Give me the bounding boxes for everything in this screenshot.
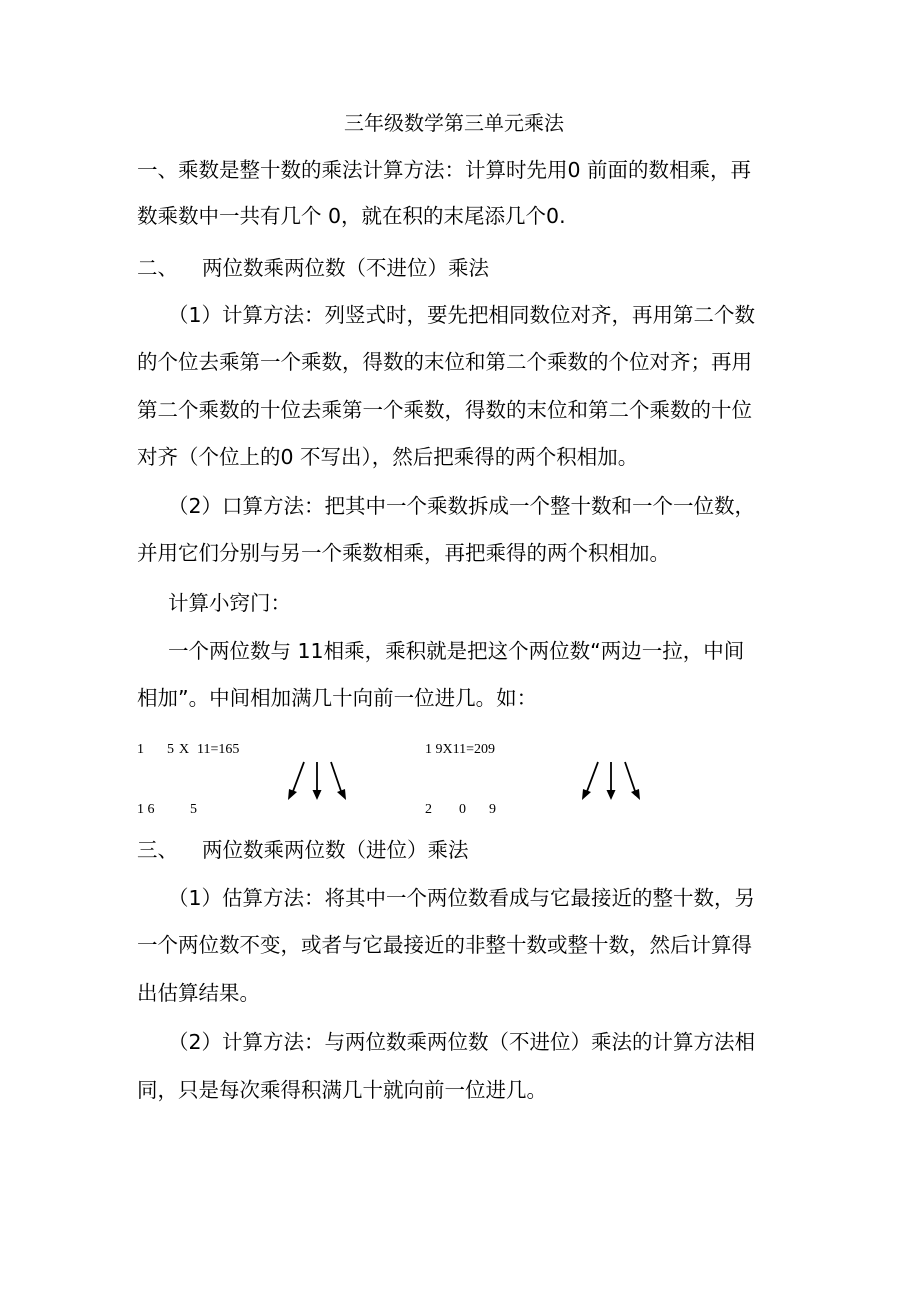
example1-digit-b: 5 xyxy=(167,742,174,757)
example1-result-digit-right: 5 xyxy=(190,802,197,817)
section2-p1-line-2: 的个位去乘第一个乘数，得数的末位和第二个乘数的个位对齐；再用 xyxy=(137,350,752,374)
section2-p1-line-3: 第二个乘数的十位去乘第一个乘数，得数的末位和第二个乘数的十位 xyxy=(137,398,752,422)
example2-equation: 1 9X11=209 xyxy=(425,742,495,757)
section2-p2-line-1: （2）口算方法：把其中一个乘数拆成一个整十数和一个一位数， xyxy=(168,494,756,518)
example2-result-digit-2: 0 xyxy=(459,802,466,817)
section2-p1-line-1: （1）计算方法：列竖式时，要先把相同数位对齐，再用第二个数 xyxy=(168,303,756,327)
tip-heading: 计算小窍门： xyxy=(168,591,291,615)
example1-digit-a: 1 xyxy=(137,742,144,757)
section2-heading-text: 两位数乘两位数（不进位）乘法 xyxy=(202,256,489,280)
section3-heading-text: 两位数乘两位数（进位）乘法 xyxy=(202,838,469,862)
example1-result-digits-left: 1 6 xyxy=(137,802,155,817)
section3-heading-number: 三、 xyxy=(137,838,178,862)
section3-p2-line-1: （2）计算方法：与两位数乘两位数（不进位）乘法的计算方法相 xyxy=(168,1030,756,1054)
section1-line-1: 一、乘数是整十数的乘法计算方法：计算时先用0 前面的数相乘，再 xyxy=(137,158,752,182)
section1-line-2: 数乘数中一共有几个 0，就在积的末尾添几个0. xyxy=(137,204,566,228)
section3-p1-line-2: 一个两位数不变，或者与它最接近的非整十数或整十数，然后计算得 xyxy=(137,933,752,957)
example1-rest: 11=165 xyxy=(197,742,240,757)
example1-operator: X xyxy=(179,742,190,757)
tip-line-1: 一个两位数与 11相乘，乘积就是把这个两位数“两边一拉，中间 xyxy=(168,639,745,663)
example2-arrows-icon xyxy=(578,760,644,802)
example2-result-digit-3: 9 xyxy=(489,802,496,817)
tip-line-2: 相加”。中间相加满几十向前一位进几。如： xyxy=(137,686,538,710)
example1-arrows-icon xyxy=(284,760,350,802)
example2-result-digit-1: 2 xyxy=(425,802,432,817)
section2-p2-line-2: 并用它们分别与另一个乘数相乘，再把乘得的两个积相加。 xyxy=(137,541,670,565)
section2-heading-number: 二、 xyxy=(137,256,178,280)
page-title: 三年级数学第三单元乘法 xyxy=(344,111,564,135)
section3-p1-line-3: 出估算结果。 xyxy=(137,981,260,1005)
section3-p1-line-1: （1）估算方法：将其中一个两位数看成与它最接近的整十数，另 xyxy=(168,886,756,910)
section3-p2-line-2: 同，只是每次乘得积满几十就向前一位进几。 xyxy=(137,1078,547,1102)
section2-p1-line-4: 对齐（个位上的0 不写出），然后把乘得的两个积相加。 xyxy=(137,445,639,469)
